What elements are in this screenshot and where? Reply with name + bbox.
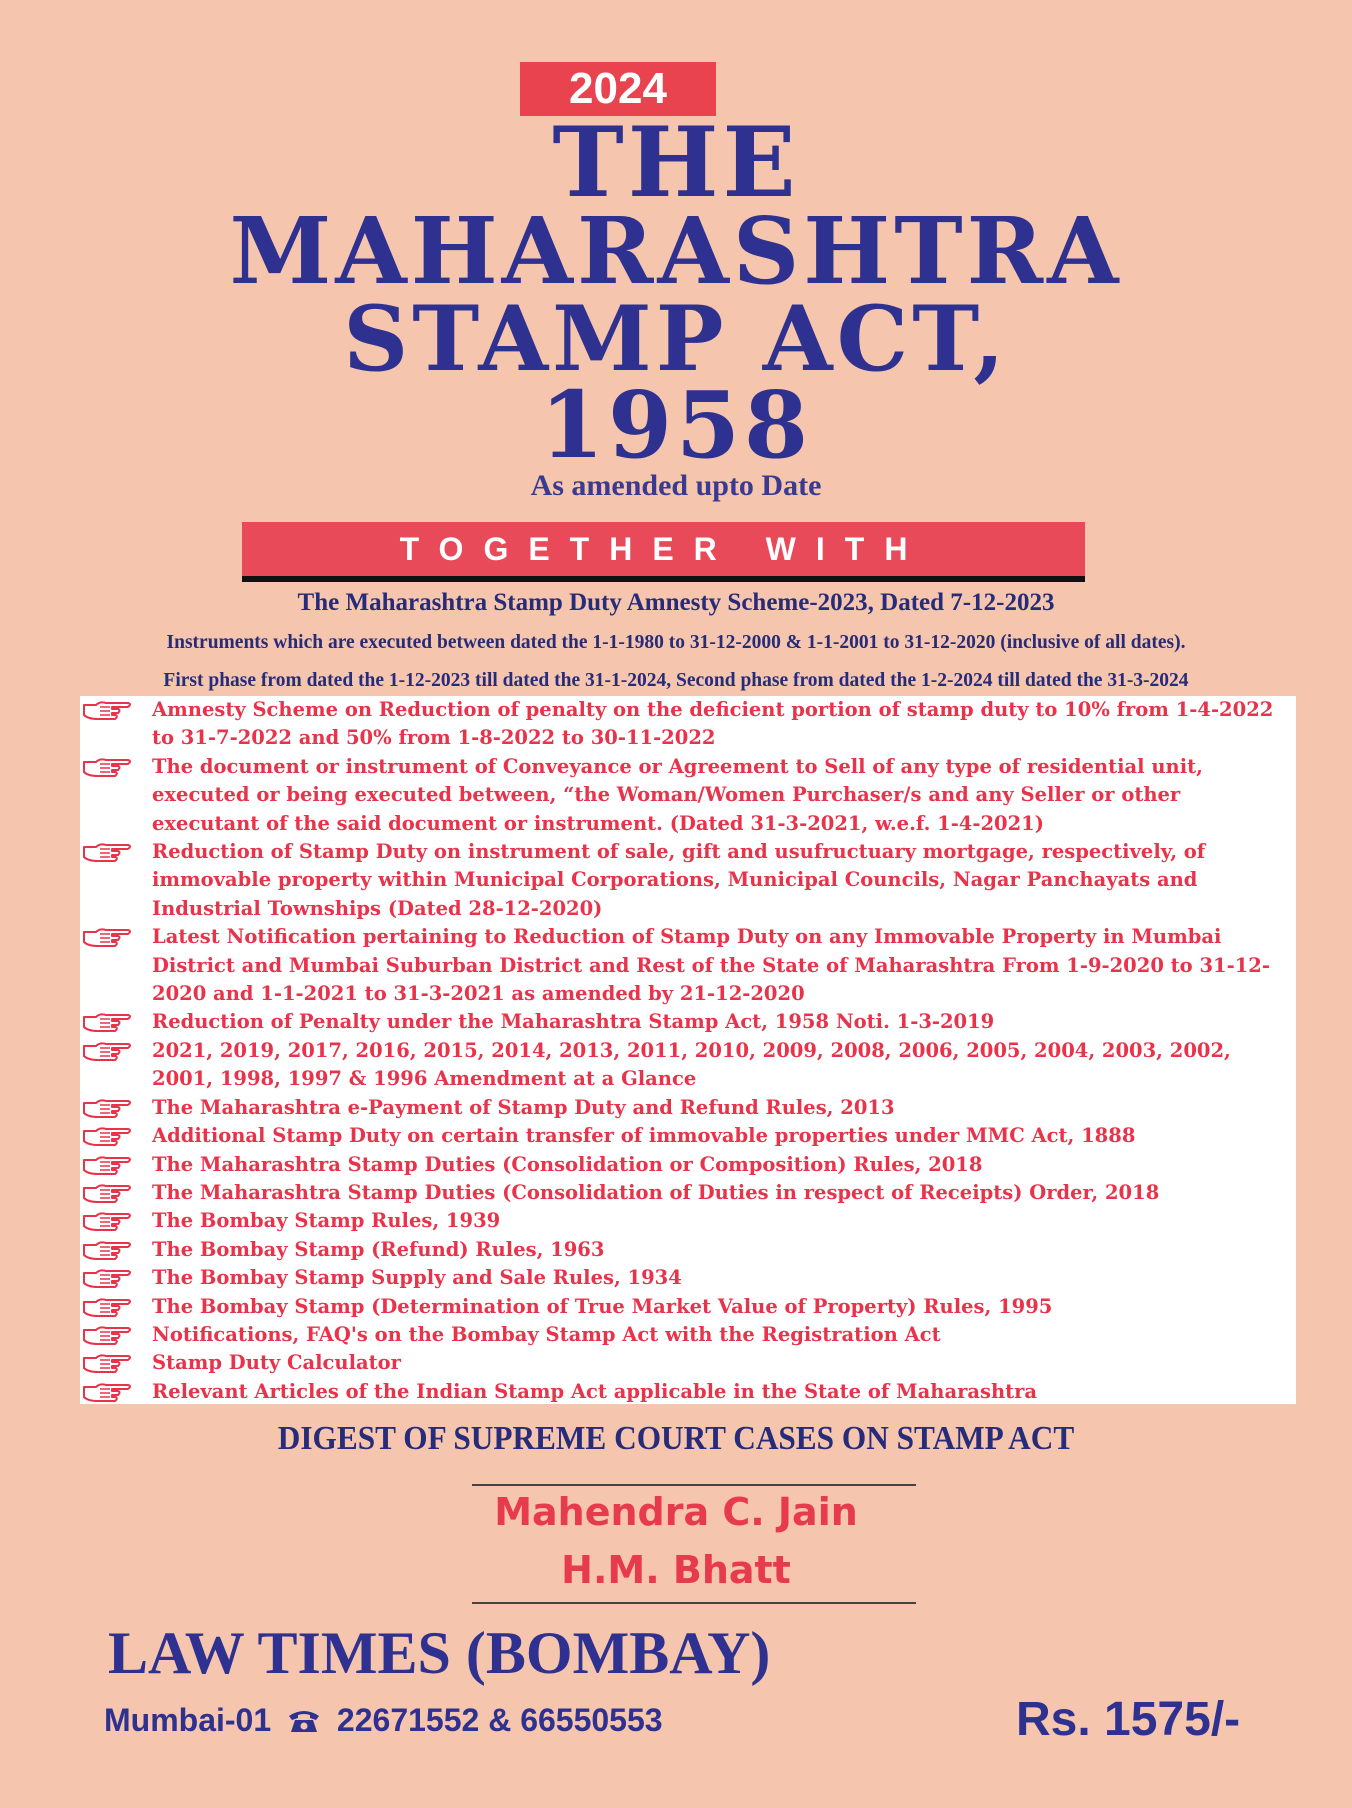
contents-item	[80, 1378, 1296, 1406]
digest-heading: DIGEST OF SUPREME COURT CASES ON STAMP ACT	[277, 1420, 1075, 1457]
pointing-hand-icon	[82, 840, 134, 864]
publisher-city: Mumbai-01	[104, 1702, 272, 1738]
contents-item	[80, 1151, 1296, 1179]
contents-item	[80, 838, 1296, 923]
pointing-hand-icon	[82, 1266, 134, 1290]
contents-item	[80, 1094, 1296, 1122]
contents-item-text: The Bombay Stamp Supply and Sale Rules, 1934	[152, 1266, 682, 1290]
pointing-hand-icon	[82, 698, 134, 722]
price-label: Rs. 1575/-	[1016, 1693, 1241, 1746]
contents-item	[80, 1236, 1296, 1264]
contents-box	[80, 696, 1296, 1404]
telephone-icon	[286, 1708, 322, 1734]
pointing-hand-icon	[82, 1124, 134, 1148]
contents-item-text: Additional Stamp Duty on certain transfer of immovable properties under MMC Act, 1888	[152, 1124, 1136, 1148]
pointing-hand-icon	[82, 1153, 134, 1177]
contents-item-text: The Maharashtra e-Payment of Stamp Duty and Refund Rules, 2013	[152, 1095, 895, 1119]
pointing-hand-icon	[82, 1096, 134, 1120]
phase-line: First phase from dated the 1-12-2023 till dated the 31-1-2024, Second phase from dated the 1-2-2024 till dated the 31-3-2024	[163, 670, 1189, 691]
title-line-4: 1958	[539, 371, 813, 479]
pointing-hand-icon	[82, 925, 134, 949]
together-with-banner	[242, 522, 1085, 582]
pointing-hand-icon	[82, 1351, 134, 1375]
contents-item-text: Latest Notification pertaining to Reduction of Stamp Duty on any Immovable Property in Mumbai District and Mumbai Suburban District and Rest of the State of Maharashtra From 1-9-2020 to 31-12-2020 and 1-1-2021 to 31-3-2021 as amended by 21-12-2020	[152, 925, 1270, 1006]
divider-bottom	[472, 1602, 916, 1604]
contents-item	[80, 1264, 1296, 1292]
contents-item	[80, 1179, 1296, 1207]
instruments-line: Instruments which are executed between dated the 1-1-1980 to 31-12-2000 & 1-1-2001 to 31-12-2020 (inclusive of all dates).	[166, 632, 1186, 653]
contents-item	[80, 753, 1296, 838]
contents-item-text: Relevant Articles of the Indian Stamp Act applicable in the State of Maharashtra	[152, 1379, 1038, 1403]
divider-top	[472, 1484, 916, 1486]
contents-item-text: The Maharashtra Stamp Duties (Consolidation or Composition) Rules, 2018	[152, 1152, 983, 1176]
year-badge: 2024	[520, 62, 716, 116]
title-line-1: THE	[552, 106, 800, 219]
pointing-hand-icon	[82, 1295, 134, 1319]
pointing-hand-icon	[82, 1323, 134, 1347]
pointing-hand-icon	[82, 755, 134, 779]
pointing-hand-icon	[82, 1209, 134, 1233]
contents-item	[80, 1008, 1296, 1036]
pointing-hand-icon	[82, 1181, 134, 1205]
publisher-contact	[104, 1698, 663, 1742]
contents-item-text: The Bombay Stamp (Determination of True Market Value of Property) Rules, 1995	[152, 1294, 1053, 1318]
together-with-label: TOGETHER WITH	[399, 531, 928, 567]
contents-item	[80, 1321, 1296, 1349]
contents-item-text: The document or instrument of Conveyance or Agreement to Sell of any type of residential unit, executed or being executed between, “the Woman/Women Purchaser/s and any Seller or other executant of the said document or instrument. (Dated 31-3-2021, w.e.f. 1-4-2021)	[152, 754, 1203, 835]
contents-item-text: The Maharashtra Stamp Duties (Consolidation of Duties in respect of Receipts) Order, 2018	[152, 1180, 1160, 1204]
contents-item-text: 2021, 2019, 2017, 2016, 2015, 2014, 2013, 2011, 2010, 2009, 2008, 2006, 2005, 2004, 2003, 2002, 2001, 1998, 1997 & 1996 Amendment at a Glance	[152, 1038, 1231, 1091]
contents-item	[80, 1122, 1296, 1150]
publisher-phone: 22671552 & 66550553	[336, 1702, 663, 1738]
pointing-hand-icon	[82, 1380, 134, 1404]
contents-item	[80, 1349, 1296, 1377]
author-1: Mahendra C. Jain	[494, 1490, 858, 1534]
author-2: H.M. Bhatt	[561, 1548, 791, 1592]
contents-item-text: Notifications, FAQ's on the Bombay Stamp Act with the Registration Act	[152, 1322, 941, 1346]
contents-item	[80, 696, 1296, 753]
contents-item	[80, 923, 1296, 1008]
pointing-hand-icon	[82, 1039, 134, 1063]
pointing-hand-icon	[82, 1010, 134, 1034]
pointing-hand-icon	[82, 1238, 134, 1262]
contents-item	[80, 1207, 1296, 1235]
contents-item-text: Reduction of Penalty under the Maharashtra Stamp Act, 1958 Noti. 1-3-2019	[152, 1010, 995, 1034]
contents-item-text: Amnesty Scheme on Reduction of penalty on the deficient portion of stamp duty to 10% from 1-4-2022 to 31-7-2022 and 50% from 1-8-2022 to 30-11-2022	[152, 698, 1274, 750]
contents-item-text: The Bombay Stamp Rules, 1939	[152, 1209, 501, 1233]
contents-item-text: The Bombay Stamp (Refund) Rules, 1963	[152, 1237, 605, 1261]
contents-list	[80, 696, 1296, 1406]
contents-item-text: Reduction of Stamp Duty on instrument of sale, gift and usufructuary mortgage, respectively, of immovable property within Municipal Corporations, Municipal Councils, Nagar Panchayats and Industrial Townships (Dated 28-12-2020)	[152, 840, 1206, 920]
title-line-3: STAMP ACT,	[343, 286, 1009, 392]
contents-item	[80, 1293, 1296, 1321]
scheme-title: The Maharashtra Stamp Duty Amnesty Scheme-2023, Dated 7-12-2023	[297, 589, 1055, 616]
contents-item	[80, 1037, 1296, 1094]
amended-subtitle: As amended upto Date	[530, 469, 822, 502]
publisher-name: LAW TIMES (BOMBAY)	[108, 1620, 771, 1686]
contents-item-text: Stamp Duty Calculator	[152, 1351, 401, 1375]
title-line-2: MAHARASHTRA	[229, 197, 1123, 305]
